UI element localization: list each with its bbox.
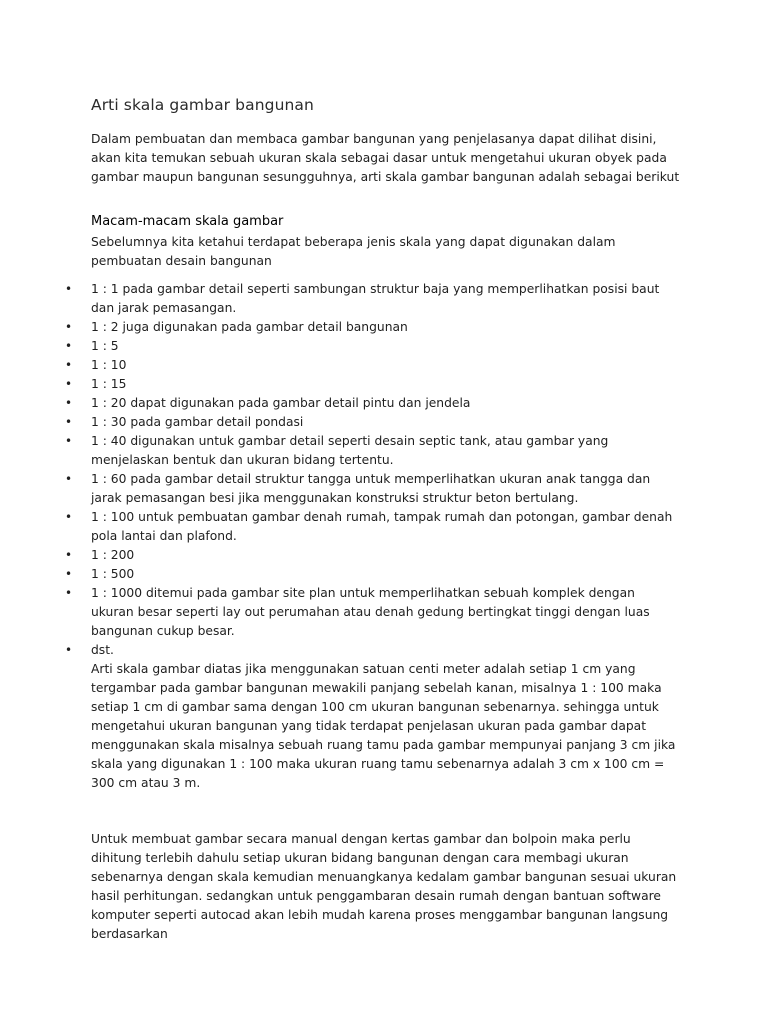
bullet-icon: • [65,586,73,600]
bullet-icon: • [65,434,73,448]
scale-item-text: 1 : 60 pada gambar detail struktur tangga untuk memperlihatkan ukuran anak tangga dan jarak pemasangan besi jika menggunakan konstruksi struktur beton bertulang. [91,472,651,505]
intro-paragraph: Dalam pembuatan dan membaca gambar bangunan yang penjelasanya dapat dilihat disini, akan kita temukan sebuah ukuran skala sebagai dasar untuk mengetahui ukuran obyek pada gambar maupun bangunan sesungguhnya, arti skala gambar bangunan adalah sebagai berikut [91,132,680,184]
scale-explanation-paragraph: Arti skala gambar diatas jika menggunakan satuan centi meter adalah setiap 1 cm yang tergambar pada gambar bangunan mewakili panjang sebelah kanan, misalnya 1 : 100 maka setiap 1 cm di gambar sama dengan 100 cm ukuran bangunan sebenarnya. sehingga untuk mengetahui ukuran bangunan yang tidak terdapat penjelasan ukuran pada gambar dapat menggunakan skala misalnya sebuah ruang tamu pada gambar mempunyai panjang 3 cm jika skala yang digunakan 1 : 100 maka ukuran ruang tamu sebenarnya adalah 3 cm x 100 cm = 300 cm atau 3 m. [91,662,676,790]
bullet-icon: • [65,282,73,296]
scale-item-text: 1 : 500 [91,567,135,581]
scale-item-text: 1 : 10 [91,358,127,372]
bullet-icon: • [65,320,73,334]
bullet-icon: • [65,643,73,657]
scale-item-text: 1 : 2 juga digunakan pada gambar detail bangunan [91,320,408,334]
scale-item-text: 1 : 1000 ditemui pada gambar site plan untuk memperlihatkan sebuah komplek dengan ukuran besar seperti lay out perumahan atau denah gedung bertingkat tinggi dengan luas bangunan cukup besar. [91,586,650,638]
scale-item-text: 1 : 15 [91,377,127,391]
scale-list-item [65,318,681,337]
scale-list-item [65,470,681,508]
bullet-icon: • [65,548,73,562]
bullet-icon: • [65,339,73,353]
bullet-icon: • [65,567,73,581]
bullet-icon: • [65,396,73,410]
scale-list-item [65,356,681,375]
scale-list-item [65,565,681,584]
scale-list-item [65,337,681,356]
bullet-icon: • [65,510,73,524]
scale-list-item [65,641,681,793]
section-text: Sebelumnya kita ketahui terdapat beberapa jenis skala yang dapat digunakan dalam pembuatan desain bangunan [91,235,616,268]
scale-list-item [65,432,681,470]
document-title: Arti skala gambar bangunan [91,96,314,114]
scale-list [65,280,681,793]
scale-item-text: 1 : 20 dapat digunakan pada gambar detail pintu dan jendela [91,396,471,410]
scale-list-item [65,508,681,546]
scale-item-text: 1 : 200 [91,548,135,562]
scale-list-item [65,546,681,565]
scale-item-text: 1 : 40 digunakan untuk gambar detail seperti desain septic tank, atau gambar yang menjelaskan bentuk dan ukuran bidang tertentu. [91,434,609,467]
closing-paragraph: Untuk membuat gambar secara manual dengan kertas gambar dan bolpoin maka perlu dihitung terlebih dahulu setiap ukuran bidang bangunan dengan cara membagi ukuran sebenarnya dengan skala kemudian menuangkanya kedalam gambar bangunan sesuai ukuran hasil perhitungan. sedangkan untuk penggambaran desain rumah dengan bantuan software komputer seperti autocad akan lebih mudah karena proses menggambar bangunan langsung berdasarkan [91,832,677,941]
bullet-icon: • [65,377,73,391]
section-heading: Macam-macam skala gambar [91,214,284,229]
bullet-icon: • [65,415,73,429]
bullet-icon: • [65,472,73,486]
scale-item-text: 1 : 5 [91,339,119,353]
scale-list-item [65,375,681,394]
scale-item-text: 1 : 30 pada gambar detail pondasi [91,415,304,429]
scale-item-text: dst. [91,643,114,657]
scale-item-text: 1 : 100 untuk pembuatan gambar denah rumah, tampak rumah dan potongan, gambar denah pola lantai dan plafond. [91,510,673,543]
bullet-icon: • [65,358,73,372]
scale-list-item [65,413,681,432]
scale-list-item [65,584,681,641]
scale-item-text: 1 : 1 pada gambar detail seperti sambungan struktur baja yang memperlihatkan posisi baut dan jarak pemasangan. [91,282,660,315]
scale-list-item [65,280,681,318]
scale-list-item [65,394,681,413]
